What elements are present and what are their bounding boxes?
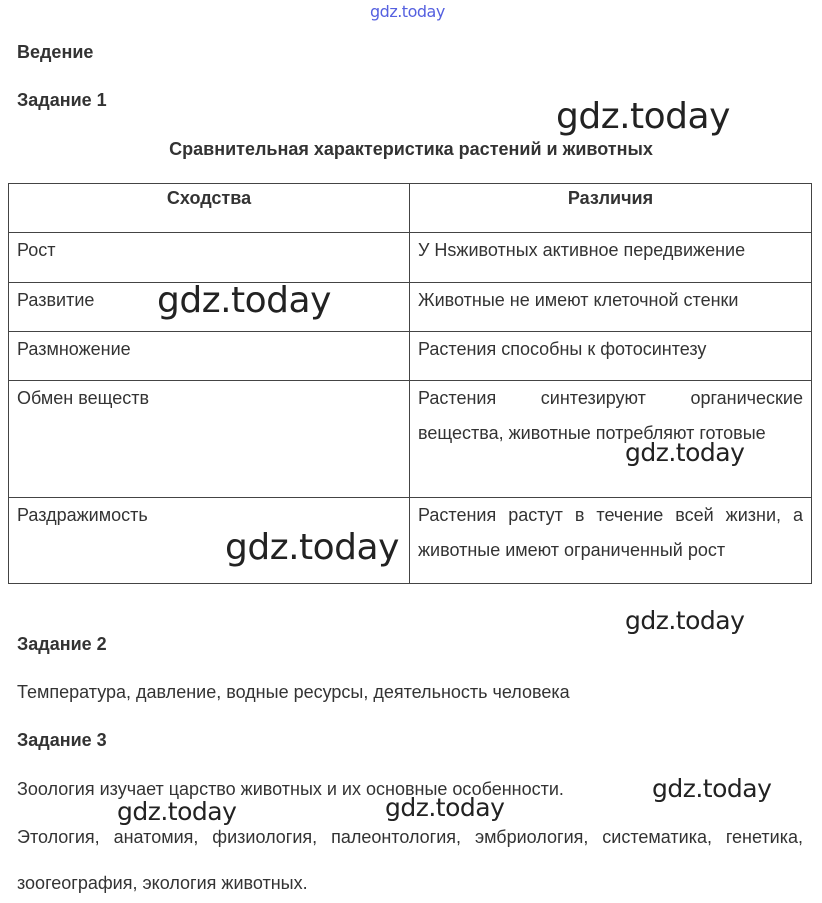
cell: У Нsживотных активное передвижение bbox=[410, 233, 812, 283]
task2-text: Температура, давление, водные ресурсы, деятельность человека bbox=[17, 682, 570, 702]
cell: Развитие bbox=[9, 283, 410, 332]
cell: Размножение bbox=[9, 332, 410, 381]
task1-title: Задание 1 bbox=[17, 90, 107, 110]
column-header: Различия bbox=[410, 184, 812, 233]
column-header: Сходства bbox=[9, 184, 410, 233]
task3-title: Задание 3 bbox=[17, 730, 107, 750]
table-title: Сравнительная характеристика растений и животных bbox=[169, 139, 653, 159]
cell: Животные не имеют клеточной стенки bbox=[410, 283, 812, 332]
cell: Растения способны к фотосинтезу bbox=[410, 332, 812, 381]
cell: Рост bbox=[9, 233, 410, 283]
watermark: gdz.today bbox=[556, 96, 730, 137]
cell: Обмен веществ bbox=[9, 381, 410, 498]
comparison-table bbox=[8, 183, 812, 584]
watermark: gdz.today bbox=[385, 793, 505, 822]
task2-title: Задание 2 bbox=[17, 634, 107, 654]
task3-text2: Этология, анатомия, физиология, палеонтология, эмбриология, систематика, генетика, зоогеография, экология животных. bbox=[17, 827, 803, 893]
watermark: gdz.today bbox=[117, 797, 237, 826]
watermark: gdz.today bbox=[625, 606, 745, 635]
watermark: gdz.today bbox=[652, 774, 772, 803]
cell: Растения растут в течение всей жизни, а животные имеют ограниченный рост bbox=[410, 498, 812, 584]
watermark: gdz.today bbox=[370, 2, 445, 21]
table-row bbox=[9, 332, 812, 381]
table-row bbox=[9, 233, 812, 283]
watermark: gdz.today bbox=[225, 527, 399, 568]
table-row bbox=[9, 498, 812, 584]
cell: Раздражимость bbox=[9, 498, 410, 584]
cell: Растения синтезируют органические вещества, животные потребляют готовые bbox=[410, 381, 812, 498]
task3-text1: Зоология изучает царство животных и их основные особенности. bbox=[17, 779, 564, 799]
table-row bbox=[9, 283, 812, 332]
table-header bbox=[9, 184, 812, 233]
heading: Ведение bbox=[17, 42, 94, 62]
watermark: gdz.today bbox=[625, 438, 745, 467]
watermark: gdz.today bbox=[157, 280, 331, 321]
